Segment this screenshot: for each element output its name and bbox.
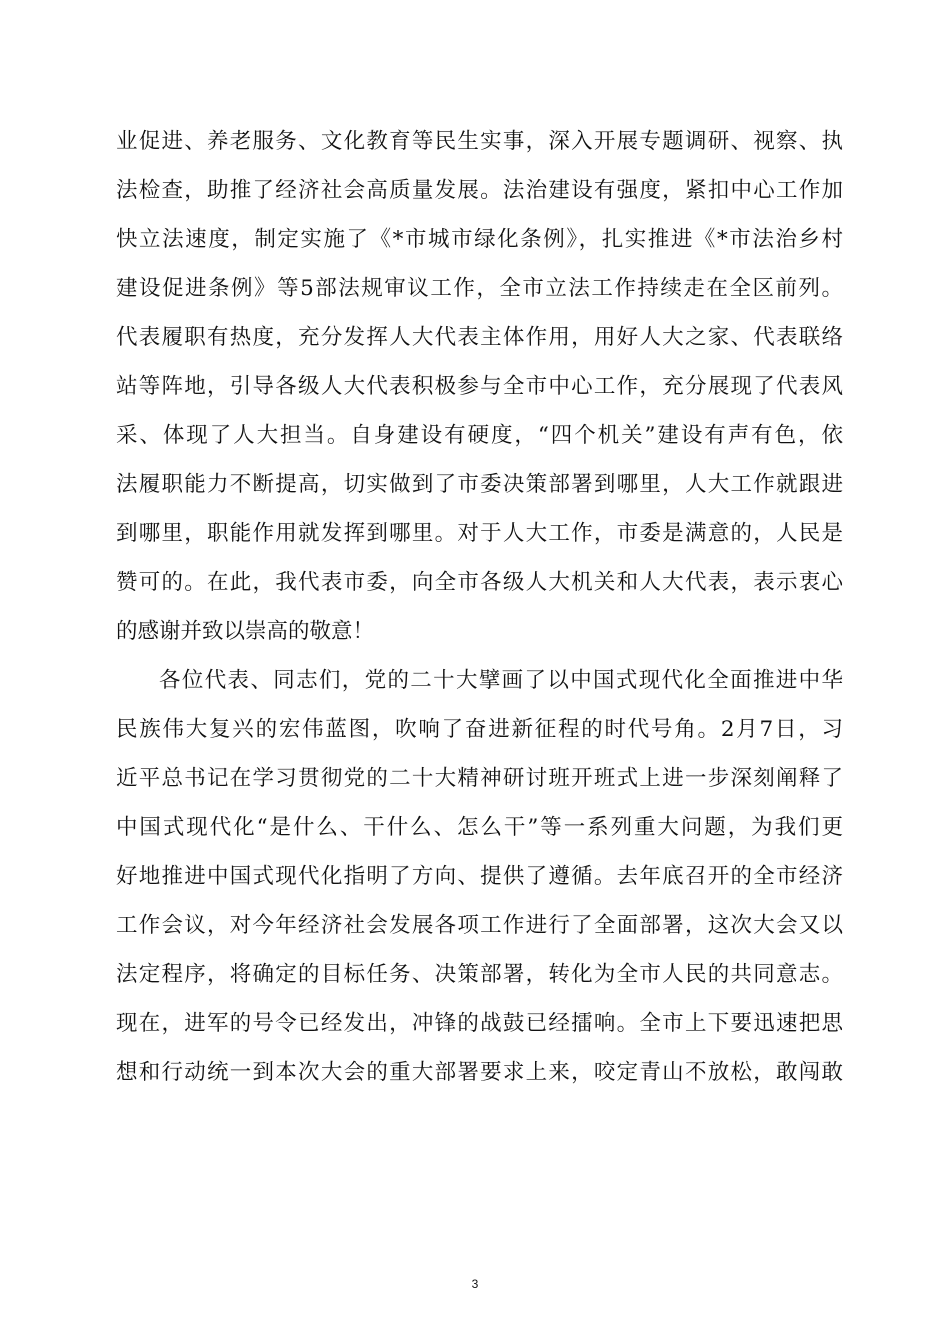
text-line: 民族伟大复兴的宏伟蓝图，吹响了奋进新征程的时代号角。2月7日，习 (116, 717, 843, 742)
text-line: 中国式现代化“是什么、干什么、怎么干”等一系列重大问题，为我们更 (116, 815, 843, 840)
text-line: 想和行动统一到本次大会的重大部署要求上来，咬定青山不放松，敢闯敢 (116, 1060, 843, 1085)
text-line: 法定程序，将确定的目标任务、决策部署，转化为全市人民的共同意志。 (116, 962, 843, 987)
text-line: 法履职能力不断提高，切实做到了市委决策部署到哪里，人大工作就跟进 (116, 472, 843, 497)
text-line: 快立法速度，制定实施了《*市城市绿化条例》，扎实推进《*市法治乡村 (116, 227, 843, 252)
text-line: 建设促进条例》等5部法规审议工作，全市立法工作持续走在全区前列。 (116, 276, 843, 301)
text-line: 现在，进军的号令已经发出，冲锋的战鼓已经擂响。全市上下要迅速把思 (116, 1011, 843, 1036)
text-line: 好地推进中国式现代化指明了方向、提供了遵循。去年底召开的全市经济 (116, 864, 843, 889)
text-line: 业促进、养老服务、文化教育等民生实事，深入开展专题调研、视察、执 (116, 129, 843, 154)
page-number: 3 (471, 1277, 479, 1291)
text-line: 的感谢并致以崇高的敬意！ (116, 619, 375, 644)
text-line: 到哪里，职能作用就发挥到哪里。对于人大工作，市委是满意的，人民是 (116, 521, 843, 546)
text-line: 工作会议，对今年经济社会发展各项工作进行了全面部署，这次大会又以 (116, 913, 843, 938)
text-line: 采、体现了人大担当。自身建设有硬度，“四个机关”建设有声有色，依 (116, 423, 843, 448)
text-line: 近平总书记在学习贯彻党的二十大精神研讨班开班式上进一步深刻阐释了 (116, 766, 843, 791)
text-line: 代表履职有热度，充分发挥人大代表主体作用，用好人大之家、代表联络 (116, 325, 843, 350)
text-line: 站等阵地，引导各级人大代表积极参与全市中心工作，充分展现了代表风 (116, 374, 843, 399)
text-line: 法检查，助推了经济社会高质量发展。法治建设有强度，紧扣中心工作加 (116, 178, 843, 203)
text-line: 赞可的。在此，我代表市委，向全市各级人大机关和人大代表，表示衷心 (116, 570, 843, 595)
paragraph-first-line: 各位代表、同志们，党的二十大擘画了以中国式现代化全面推进中华 (159, 668, 843, 693)
